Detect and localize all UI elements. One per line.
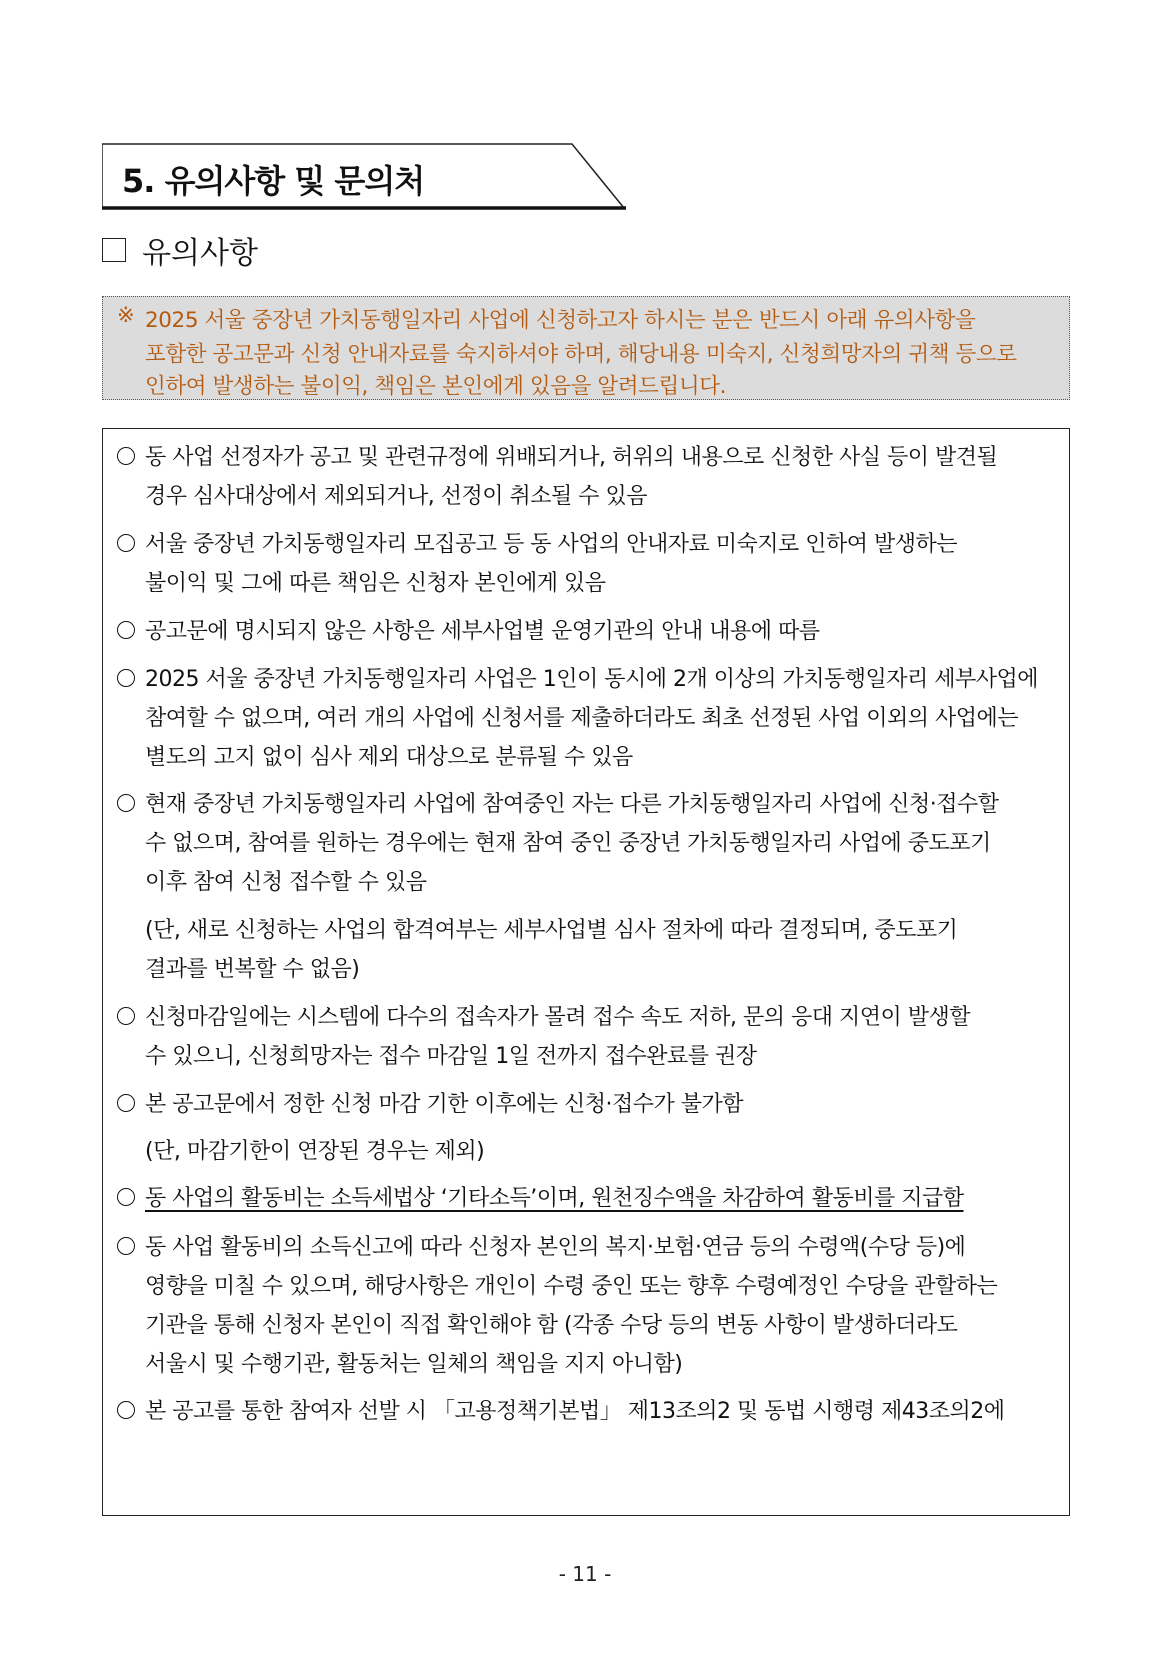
square-bullet-icon bbox=[102, 238, 126, 262]
precautions-box bbox=[102, 428, 1070, 1516]
item-text: 본 공고문에서 정한 신청 마감 기한 이후에는 신청·접수가 불가함 bbox=[145, 1092, 743, 1117]
item-continuation: 서울시 및 수행기관, 활동처는 일체의 책임을 지지 아니함) bbox=[145, 1352, 683, 1377]
notice-line: 포함한 공고문과 신청 안내자료를 숙지하셔야 하며, 해당내용 미숙지, 신청희망자의 귀책 등으로 bbox=[145, 342, 1017, 367]
item-text: 동 사업의 활동비는 소득세법상 ‘기타소득’이며, 원천징수액을 차감하여 활동비를 지급함 bbox=[145, 1186, 964, 1211]
notice-line: 인하여 발생하는 불이익, 책임은 본인에게 있음을 알려드립니다. bbox=[145, 374, 727, 399]
item-text: 동 사업 활동비의 소득신고에 따라 신청자 본인의 복지·보험·연금 등의 수령액(수당 등)에 bbox=[145, 1235, 966, 1260]
page-number: - 11 - bbox=[558, 1562, 612, 1586]
item-continuation: 불이익 및 그에 따른 책임은 신청자 본인에게 있음 bbox=[145, 571, 606, 596]
circle-bullet-icon bbox=[117, 534, 135, 552]
item-continuation: 수 없으며, 참여를 원하는 경우에는 현재 참여 중인 중장년 가치동행일자리 사업에 중도포기 bbox=[145, 831, 991, 856]
subheading bbox=[102, 228, 258, 272]
section-title: 5. 유의사항 및 문의처 bbox=[122, 162, 425, 200]
circle-bullet-icon bbox=[117, 1188, 135, 1206]
item-continuation: 참여할 수 없으며, 여러 개의 사업에 신청서를 제출하더라도 최초 선정된 사업 이외의 사업에는 bbox=[145, 706, 1018, 731]
item-continuation: 경우 심사대상에서 제외되거나, 선정이 취소될 수 있음 bbox=[145, 484, 647, 509]
item-text: 신청마감일에는 시스템에 다수의 접속자가 몰려 접수 속도 저하, 문의 응대 지연이 발생할 bbox=[145, 1005, 970, 1030]
notice-box bbox=[102, 296, 1070, 400]
precaution-item bbox=[117, 1397, 1004, 1427]
item-text: 2025 서울 중장년 가치동행일자리 사업은 1인이 동시에 2개 이상의 가치동행일자리 세부사업에 bbox=[145, 667, 1038, 692]
item-note: 결과를 번복할 수 없음) bbox=[145, 957, 360, 982]
precaution-item bbox=[117, 530, 957, 560]
circle-bullet-icon bbox=[117, 447, 135, 465]
circle-bullet-icon bbox=[117, 1007, 135, 1025]
precaution-item bbox=[117, 1184, 964, 1214]
precaution-item bbox=[117, 1233, 965, 1263]
section-title-tab bbox=[102, 142, 627, 212]
precaution-item bbox=[117, 1003, 970, 1033]
circle-bullet-icon bbox=[117, 1237, 135, 1255]
reference-mark-icon: ※ bbox=[117, 303, 135, 327]
circle-bullet-icon bbox=[117, 669, 135, 687]
item-continuation: 수 있으니, 신청희망자는 접수 마감일 1일 전까지 접수완료를 권장 bbox=[145, 1044, 757, 1069]
precaution-item bbox=[117, 443, 997, 473]
notice-line: 2025 서울 중장년 가치동행일자리 사업에 신청하고자 하시는 분은 반드시 아래 유의사항을 bbox=[145, 308, 976, 333]
item-text: 본 공고를 통한 참여자 선발 시 「고용정책기본법」 제13조의2 및 동법 시행령 제43조의2에 bbox=[145, 1399, 1005, 1424]
precaution-item bbox=[117, 790, 999, 820]
item-continuation: 기관을 통해 신청자 본인이 직접 확인해야 함 (각종 수당 등의 변동 사항이 발생하더라도 bbox=[145, 1313, 958, 1338]
item-text: 공고문에 명시되지 않은 사항은 세부사업별 운영기관의 안내 내용에 따름 bbox=[145, 619, 820, 644]
item-continuation: 영향을 미칠 수 있으며, 해당사항은 개인이 수령 중인 또는 향후 수령예정인 수당을 관할하는 bbox=[145, 1274, 998, 1299]
item-note: (단, 마감기한이 연장된 경우는 제외) bbox=[145, 1139, 485, 1164]
item-continuation: 이후 참여 신청 접수할 수 있음 bbox=[145, 870, 427, 895]
circle-bullet-icon bbox=[117, 1094, 135, 1112]
precaution-item bbox=[117, 665, 1038, 695]
circle-bullet-icon bbox=[117, 794, 135, 812]
item-text: 서울 중장년 가치동행일자리 모집공고 등 동 사업의 안내자료 미숙지로 인하여 발생하는 bbox=[145, 532, 958, 557]
circle-bullet-icon bbox=[117, 1401, 135, 1419]
item-note: (단, 새로 신청하는 사업의 합격여부는 세부사업별 심사 절차에 따라 결정되며, 중도포기 bbox=[145, 918, 958, 943]
precaution-item bbox=[117, 1090, 743, 1120]
item-text: 현재 중장년 가치동행일자리 사업에 참여중인 자는 다른 가치동행일자리 사업에 신청·접수할 bbox=[145, 792, 999, 817]
circle-bullet-icon bbox=[117, 621, 135, 639]
subheading-label: 유의사항 bbox=[142, 236, 258, 271]
item-text: 동 사업 선정자가 공고 및 관련규정에 위배되거나, 허위의 내용으로 신청한 사실 등이 발견될 bbox=[145, 445, 998, 470]
item-continuation: 별도의 고지 없이 심사 제외 대상으로 분류될 수 있음 bbox=[145, 745, 633, 770]
precaution-item bbox=[117, 617, 820, 647]
